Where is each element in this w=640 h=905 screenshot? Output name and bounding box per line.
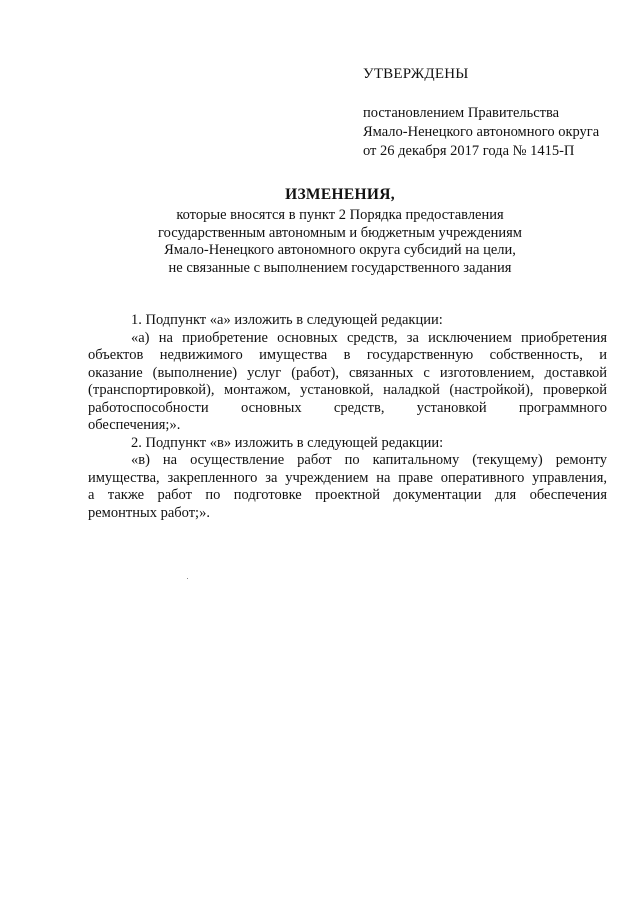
subtitle-line: Ямало-Ненецкого автономного округа субсидий на цели, bbox=[164, 242, 516, 259]
item-line: «а) на приобретение основных средств, за исключением приобретения bbox=[131, 329, 607, 346]
approval-stamp bbox=[363, 66, 623, 161]
item-line: а также работ по подготовке проектной документации для обеспечения bbox=[88, 487, 607, 503]
item-line: «в) на осуществление работ по капитальному (текущему) ремонту bbox=[131, 452, 607, 468]
item-line: имущества, закрепленного за учреждением на праве оперативного управления, bbox=[88, 469, 607, 486]
item-line: работоспособности основных средств, установкой программного bbox=[88, 399, 607, 416]
item-line: ремонтных работ;». bbox=[88, 504, 210, 521]
subtitle-line: государственным автономным и бюджетным учреждениям bbox=[158, 224, 522, 241]
approval-line: от 26 декабря 2017 года № 1415-П bbox=[363, 143, 575, 159]
item-line: оказание (выполнение) услуг (работ), связанных с изготовлением, доставкой bbox=[88, 364, 607, 381]
approval-line: постановлением Правительства bbox=[363, 105, 560, 121]
document-title: ИЗМЕНЕНИЯ, bbox=[285, 186, 395, 203]
item-heading: 1. Подпункт «а» изложить в следующей редакции: bbox=[131, 312, 443, 328]
item-line: объектов недвижимого имущества в государственную собственность, и bbox=[88, 347, 607, 363]
item-heading: 2. Подпункт «в» изложить в следующей редакции: bbox=[131, 434, 444, 451]
subtitle-line: которые вносятся в пункт 2 Порядка предоставления bbox=[176, 207, 504, 223]
item-line: обеспечения;». bbox=[88, 417, 181, 433]
subtitle-line: не связанные с выполнением государственного задания bbox=[168, 259, 512, 276]
document-title-block bbox=[60, 186, 620, 277]
amendment-item-2 bbox=[88, 435, 607, 523]
approval-heading: УТВЕРЖДЕНЫ bbox=[363, 66, 469, 82]
item-line: (транспортировкой), монтажом, установкой, наладкой (настройкой), проверкой bbox=[88, 382, 607, 398]
approval-line: Ямало-Ненецкого автономного округа bbox=[363, 124, 600, 140]
scan-speck bbox=[187, 578, 188, 579]
document-body bbox=[88, 312, 607, 522]
amendment-item-1 bbox=[88, 312, 607, 435]
